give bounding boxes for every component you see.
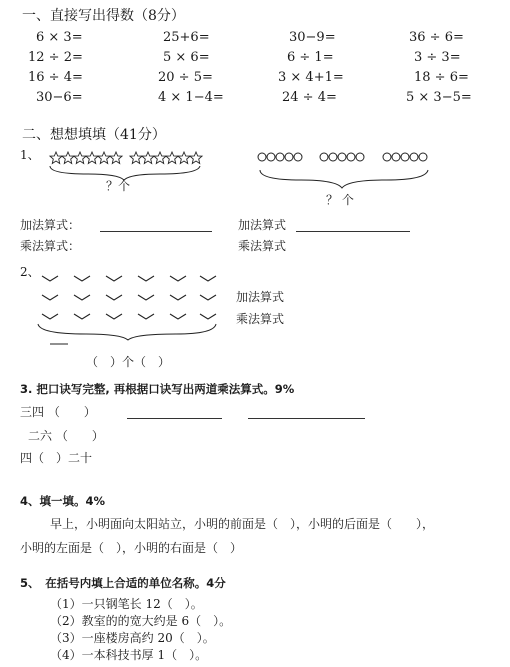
brace [50, 166, 200, 180]
arith-item: 20 ÷ 5= [158, 70, 213, 85]
answer-line[interactable] [296, 231, 410, 232]
arith-item: 6 × 3= [36, 30, 83, 45]
circles-caption: ？ 个 [326, 193, 354, 207]
multiplication-label: 乘法算式 [236, 312, 285, 326]
arith-item: 30−9= [289, 30, 336, 45]
rhyme-item: 三四 （ ） [20, 405, 96, 419]
addition-label: 加法算式 [236, 290, 285, 304]
question-number: 1、 [20, 148, 40, 162]
arith-item: 36 ÷ 6= [409, 30, 464, 45]
addition-label: 加法算式： [20, 218, 81, 232]
arith-item: 5 × 3−5= [406, 90, 472, 105]
multiplication-label: 乘法算式 [238, 239, 287, 253]
paragraph-line: 小明的左面是（ ），小明的右面是（ ） [20, 541, 243, 555]
arith-item: 4 × 1−4= [158, 90, 224, 105]
brace [38, 324, 216, 340]
star-icon-group-right [130, 152, 202, 164]
arith-item: 18 ÷ 6= [414, 70, 469, 85]
arith-item: 3 × 4+1= [278, 70, 344, 85]
paragraph-line: 早上，小明面向太阳站立，小明的前面是（ ），小明的后面是（ ）， [50, 517, 435, 531]
chevron-caption: （ ）个（ ） [86, 355, 171, 369]
brace [260, 170, 428, 188]
star-icon-group-left [50, 152, 122, 164]
answer-line[interactable] [248, 418, 365, 419]
section4-title: 4、填一填。4% [20, 494, 106, 508]
section2-title: 二、想想填填（41分） [22, 127, 166, 143]
section5-title: 5、 在括号内填上合适的单位名称。4分 [20, 576, 226, 590]
circle-icon-group [258, 153, 427, 161]
section3-title: 3. 把口诀写完整, 再根据口诀写出两道乘法算式。9% [20, 382, 295, 396]
circles-figure [256, 148, 446, 193]
addition-label: 加法算式 [238, 218, 287, 232]
arith-item: 3 ÷ 3= [414, 50, 461, 65]
answer-line[interactable] [100, 231, 212, 232]
arith-item: 30−6= [36, 90, 83, 105]
rhyme-item: 四（ ）二十 [20, 451, 93, 465]
arith-item: 25+6= [163, 30, 210, 45]
arith-item: 5 × 6= [163, 50, 210, 65]
question-number: 2、 [20, 265, 40, 279]
multiplication-label: 乘法算式： [20, 239, 81, 253]
arith-item: 12 ÷ 2= [28, 50, 83, 65]
list-item: （3）一座楼房高约 20（ ）。 [50, 631, 215, 645]
answer-line[interactable] [127, 418, 222, 419]
arith-item: 16 ÷ 4= [28, 70, 83, 85]
arith-item: 6 ÷ 1= [287, 50, 334, 65]
list-item: （2）教室的的宽大约是 6（ ）。 [50, 614, 232, 628]
section1-title: 一、直接写出得数（8分） [22, 8, 185, 24]
rhyme-item: 二六 （ ） [28, 429, 104, 443]
stars-caption: ？个 [106, 179, 131, 193]
list-item: （4）一本科技书厚 1（ ）。 [50, 648, 208, 662]
chevron-icon-group [42, 276, 216, 319]
chevron-figure [36, 272, 226, 350]
list-item: （1）一只钢笔长 12（ ）。 [50, 597, 203, 611]
arith-item: 24 ÷ 4= [282, 90, 337, 105]
